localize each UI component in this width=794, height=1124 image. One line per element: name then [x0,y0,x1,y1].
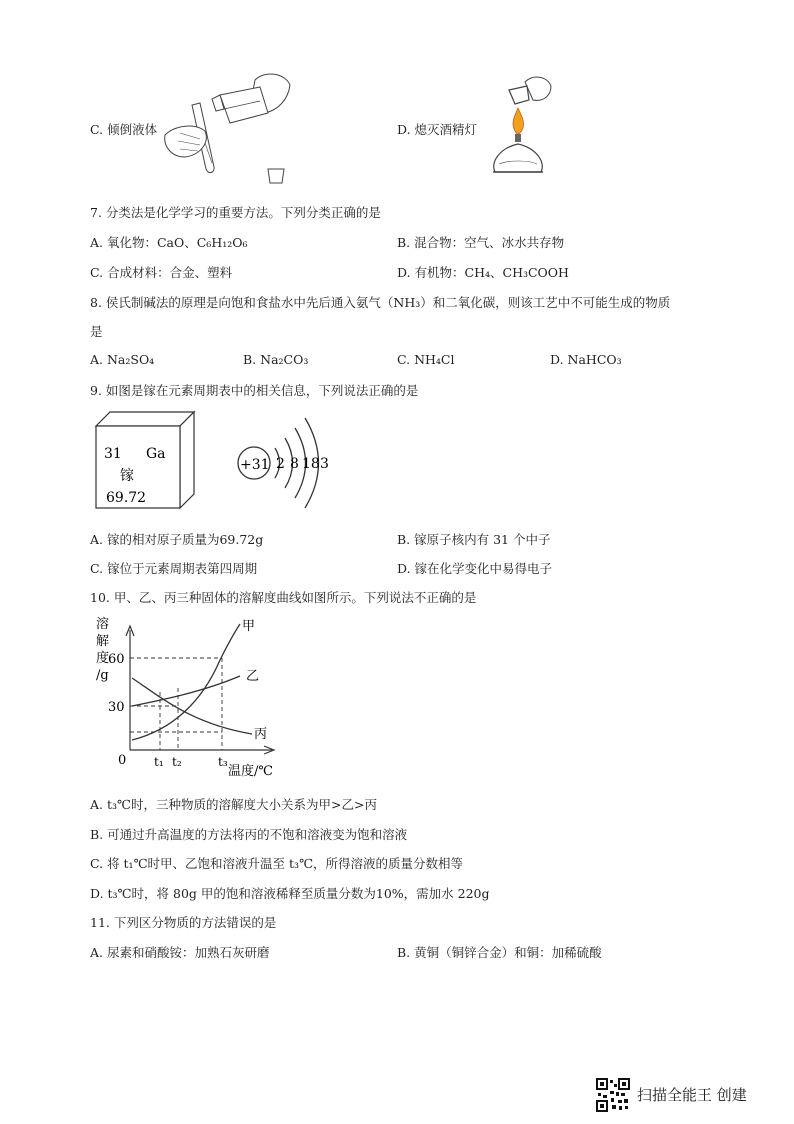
tick-t3: t₃ [218,755,228,769]
y-label-1: 溶 [96,617,110,632]
nucleus-charge: +31 [240,457,270,473]
tick-t2: t₂ [172,755,182,769]
q10-option-b: B. 可通过升高温度的方法将丙的不饱和溶液变为饱和溶液 [90,827,408,842]
q11-option-a: A. 尿素和硝酸铵：加熟石灰研磨 [90,945,270,960]
q11-option-b: B. 黄铜（铜锌合金）和铜：加稀硫酸 [397,945,602,960]
curve-yi [132,676,240,706]
q9-stem: 9. 如图是镓在元素周期表中的相关信息，下列说法正确的是 [90,383,419,398]
tick-60: 60 [108,652,125,667]
q9-option-b: B. 镓原子核内有 31 个中子 [397,532,551,547]
label-yi: 乙 [246,669,260,684]
shell-electrons-2: 8 [290,456,299,472]
q8-option-b: B. Na₂CO₃ [243,352,309,367]
footer-watermark-text: 扫描全能王 创建 [637,1086,747,1104]
tick-t1: t₁ [154,755,164,769]
shell-electrons-4: 3 [320,456,329,472]
solubility-curve-chart [92,612,292,782]
q8-option-a: A. Na₂SO₄ [90,352,155,367]
q8-stem-line1: 8. 侯氏制碱法的原理是向饱和食盐水中先后通入氨气（NH₃）和二氧化碳，则该工艺中不可能生成的物质 [90,295,671,310]
curve-bing [132,678,252,734]
alcohol-lamp-illustration [485,72,565,184]
element-symbol: Ga [146,446,166,462]
q10-option-d: D. t₃℃时，将 80g 甲的饱和溶液稀释至质量分数为10%，需加水 220g [90,886,490,901]
q8-option-d: D. NaHCO₃ [550,352,622,367]
q6-option-c: C. 倾倒液体 [90,122,158,137]
q8-stem-line2: 是 [90,324,103,339]
q9-option-a: A. 镓的相对原子质量为69.72g [90,532,264,547]
label-jia: 甲 [242,619,256,634]
q8-option-c: C. NH₄Cl [397,352,455,367]
label-bing: 丙 [254,727,268,742]
q7-stem: 7. 分类法是化学学习的重要方法。下列分类正确的是 [90,205,381,220]
q10-stem: 10. 甲、乙、丙三种固体的溶解度曲线如图所示。下列说法不正确的是 [90,590,477,605]
q7-option-b: B. 混合物：空气、冰水共存物 [397,235,565,250]
q10-option-c: C. 将 t₁℃时甲、乙饱和溶液升温至 t₃℃，所得溶液的质量分数相等 [90,856,464,871]
q9-option-c: C. 镓位于元素周期表第四周期 [90,561,258,576]
tick-30: 30 [108,700,125,715]
y-label-4: /g [96,668,109,683]
shell-electrons-1: 2 [276,456,285,472]
x-axis-label: 温度/℃ [228,764,273,779]
q9-option-d: D. 镓在化学变化中易得电子 [397,561,553,576]
y-label-3: 度 [96,651,110,666]
y-label-2: 解 [96,634,110,649]
pouring-liquid-illustration [160,65,300,190]
tick-origin: 0 [118,753,127,768]
q7-option-a: A. 氧化物：CaO、C₆H₁₂O₆ [90,235,248,250]
q6-option-d: D. 熄灭酒精灯 [397,122,478,137]
gallium-element-figure [94,408,334,510]
element-number: 31 [104,446,122,462]
element-mass: 69.72 [106,490,147,506]
qr-code-icon [596,1078,630,1112]
shell-electrons-3: 18 [302,456,320,472]
q7-option-c: C. 合成材料：合金、塑料 [90,265,233,280]
element-name: 镓 [120,468,134,484]
q10-option-a: A. t₃℃时，三种物质的溶解度大小关系为甲>乙>丙 [90,797,377,812]
q11-stem: 11. 下列区分物质的方法错误的是 [90,915,277,930]
q7-option-d: D. 有机物：CH₄、CH₃COOH [397,265,569,280]
